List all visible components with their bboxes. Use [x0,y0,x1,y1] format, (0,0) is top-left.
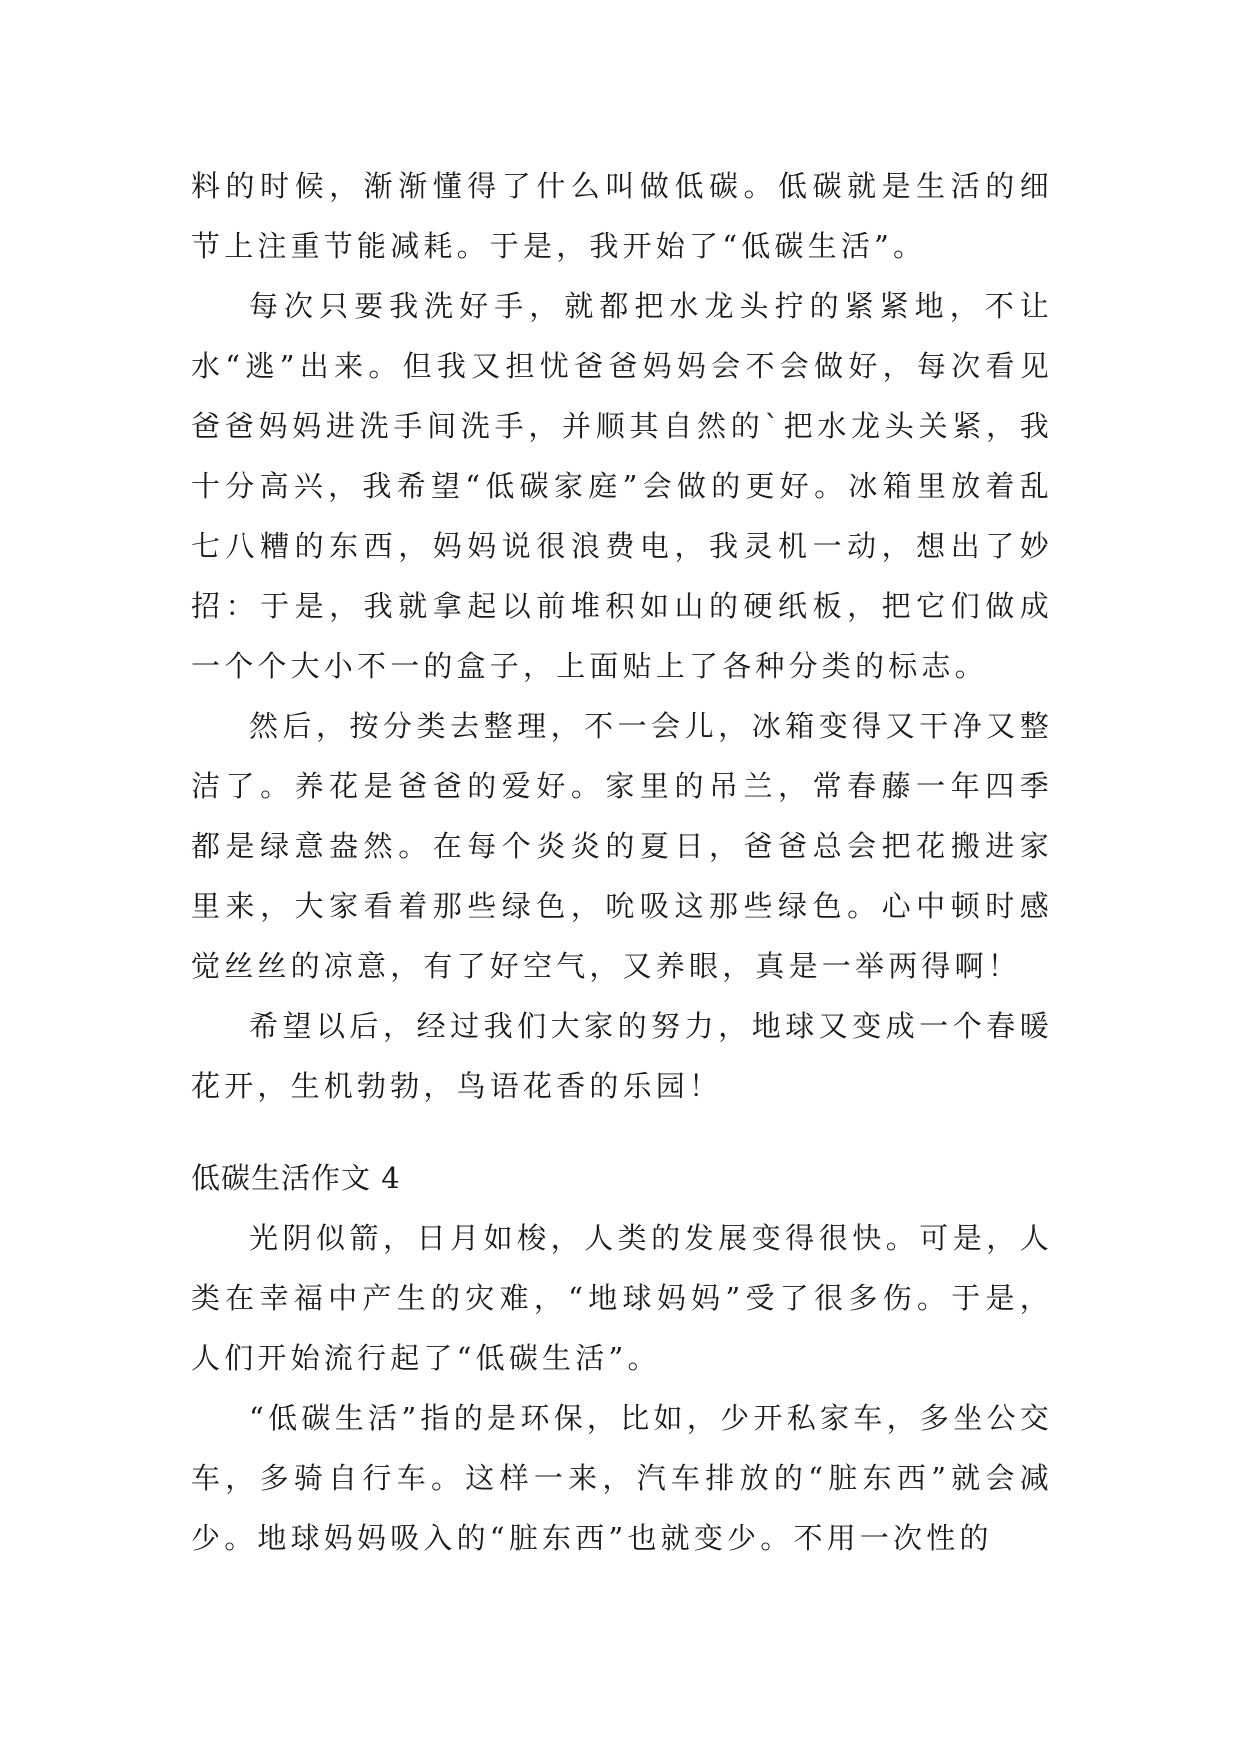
paragraph: 然后，按分类去整理，不一会儿，冰箱变得又干净又整洁了。养花是爸爸的爱好。家里的吊兰，常春藤一年四季都是绿意盎然。在每个炎炎的夏日，爸爸总会把花搬进家里来，大家看着那些绿色，吮吸这那些绿色。心中顿时感觉丝丝的凉意，有了好空气，又养眼，真是一举两得啊！ [191,709,1053,983]
paragraph: 每次只要我洗好手，就都把水龙头拧的紧紧地，不让水“逃”出来。但我又担忧爸爸妈妈会不会做好，每次看见爸爸妈妈进洗手间洗手，并顺其自然的`把水龙头关紧，我十分高兴，我希望“低碳家庭”会做的更好。冰箱里放着乱七八糟的东西，妈妈说很浪费电，我灵机一动，想出了妙招：于是，我就拿起以前堆积如山的硬纸板，把它们做成一个个大小不一的盒子，上面贴上了各种分类的标志。 [191,289,1053,683]
paragraph: “低碳生活”指的是环保，比如，少开私家车，多坐公交车，多骑自行车。这样一来，汽车排放的“脏东西”就会减少。地球妈妈吸入的“脏东西”也就变少。不用一次性的 [191,1401,1053,1555]
essay-body-continued [191,156,1053,1116]
essay-heading: 低碳生活作文 4 [191,1161,401,1195]
essay-body [191,1208,1053,1568]
paragraph: 料的时候，渐渐懂得了什么叫做低碳。低碳就是生活的细节上注重节能减耗。于是，我开始了“低碳生活”。 [191,169,1053,263]
paragraph: 希望以后，经过我们大家的努力，地球又变成一个春暖花开，生机勃勃，鸟语花香的乐园！ [191,1009,1053,1103]
paragraph: 光阴似箭，日月如梭，人类的发展变得很快。可是，人类在幸福中产生的灾难，“地球妈妈”受了很多伤。于是，人们开始流行起了“低碳生活”。 [191,1221,1053,1375]
